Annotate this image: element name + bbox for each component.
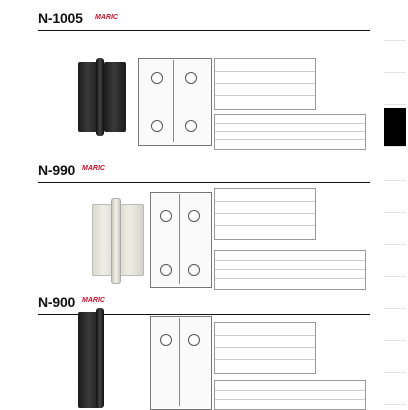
section-rule <box>38 182 370 183</box>
screw-hole <box>151 120 163 132</box>
spec-table <box>214 380 366 410</box>
screw-hole <box>151 72 163 84</box>
screw-hole <box>185 72 197 84</box>
hinge-photo-barrel <box>96 58 104 136</box>
sidebar-tab[interactable] <box>384 74 406 105</box>
sidebar-tab[interactable] <box>384 182 406 213</box>
technical-drawing <box>150 192 212 288</box>
product-code: N-990 <box>38 162 76 178</box>
table-row <box>215 269 365 270</box>
size-price-table <box>214 188 316 240</box>
drawing-center-line <box>173 60 174 142</box>
product-section-n900 <box>0 294 378 408</box>
product-section-n1005 <box>0 0 378 150</box>
hinge-photo-barrel <box>111 198 121 284</box>
technical-drawing <box>150 316 212 410</box>
screw-hole <box>160 264 172 276</box>
sidebar-tab-active[interactable] <box>384 108 406 147</box>
screw-hole <box>160 210 172 222</box>
sidebar-tab[interactable] <box>384 278 406 309</box>
brand-logo: MARIC <box>82 165 105 172</box>
table-row <box>215 278 365 279</box>
product-section-n990 <box>0 152 378 290</box>
hinge-photo-leaf-right <box>104 62 126 132</box>
table-row <box>215 335 315 336</box>
table-row <box>215 95 315 96</box>
drawing-center-line <box>179 318 180 406</box>
table-row <box>215 123 365 124</box>
category-index-sidebar <box>378 0 408 408</box>
table-row <box>215 83 315 84</box>
sidebar-tab[interactable] <box>384 246 406 277</box>
table-row <box>215 139 365 140</box>
sidebar-tab[interactable] <box>384 214 406 245</box>
size-price-table <box>214 322 316 374</box>
table-row <box>215 260 365 261</box>
spec-table <box>214 250 366 290</box>
sidebar-tab[interactable] <box>384 10 406 41</box>
spec-table <box>214 114 366 150</box>
sidebar-tab[interactable] <box>384 42 406 73</box>
table-row <box>215 131 365 132</box>
brand-logo: MARIC <box>82 297 105 304</box>
table-row <box>215 390 365 391</box>
size-price-table <box>214 58 316 110</box>
table-row <box>215 213 315 214</box>
table-row <box>215 71 315 72</box>
hinge-photo-leaf-right <box>118 204 144 276</box>
screw-hole <box>188 334 200 346</box>
product-code: N-1005 <box>38 10 83 26</box>
sidebar-tab[interactable] <box>384 310 406 341</box>
technical-drawing <box>138 58 212 146</box>
sidebar-tab[interactable] <box>384 374 406 405</box>
drawing-center-line <box>179 194 180 284</box>
table-row <box>215 347 315 348</box>
screw-hole <box>188 210 200 222</box>
table-row <box>215 225 315 226</box>
table-row <box>215 359 315 360</box>
table-row <box>215 201 315 202</box>
section-rule <box>38 30 370 31</box>
screw-hole <box>188 264 200 276</box>
brand-logo: MARIC <box>95 14 118 21</box>
screw-hole <box>185 120 197 132</box>
hinge-photo-barrel <box>96 308 104 408</box>
screw-hole <box>160 334 172 346</box>
table-row <box>215 399 365 400</box>
sidebar-tab[interactable] <box>384 150 406 181</box>
sidebar-tab[interactable] <box>384 342 406 373</box>
product-code: N-900 <box>38 294 76 310</box>
